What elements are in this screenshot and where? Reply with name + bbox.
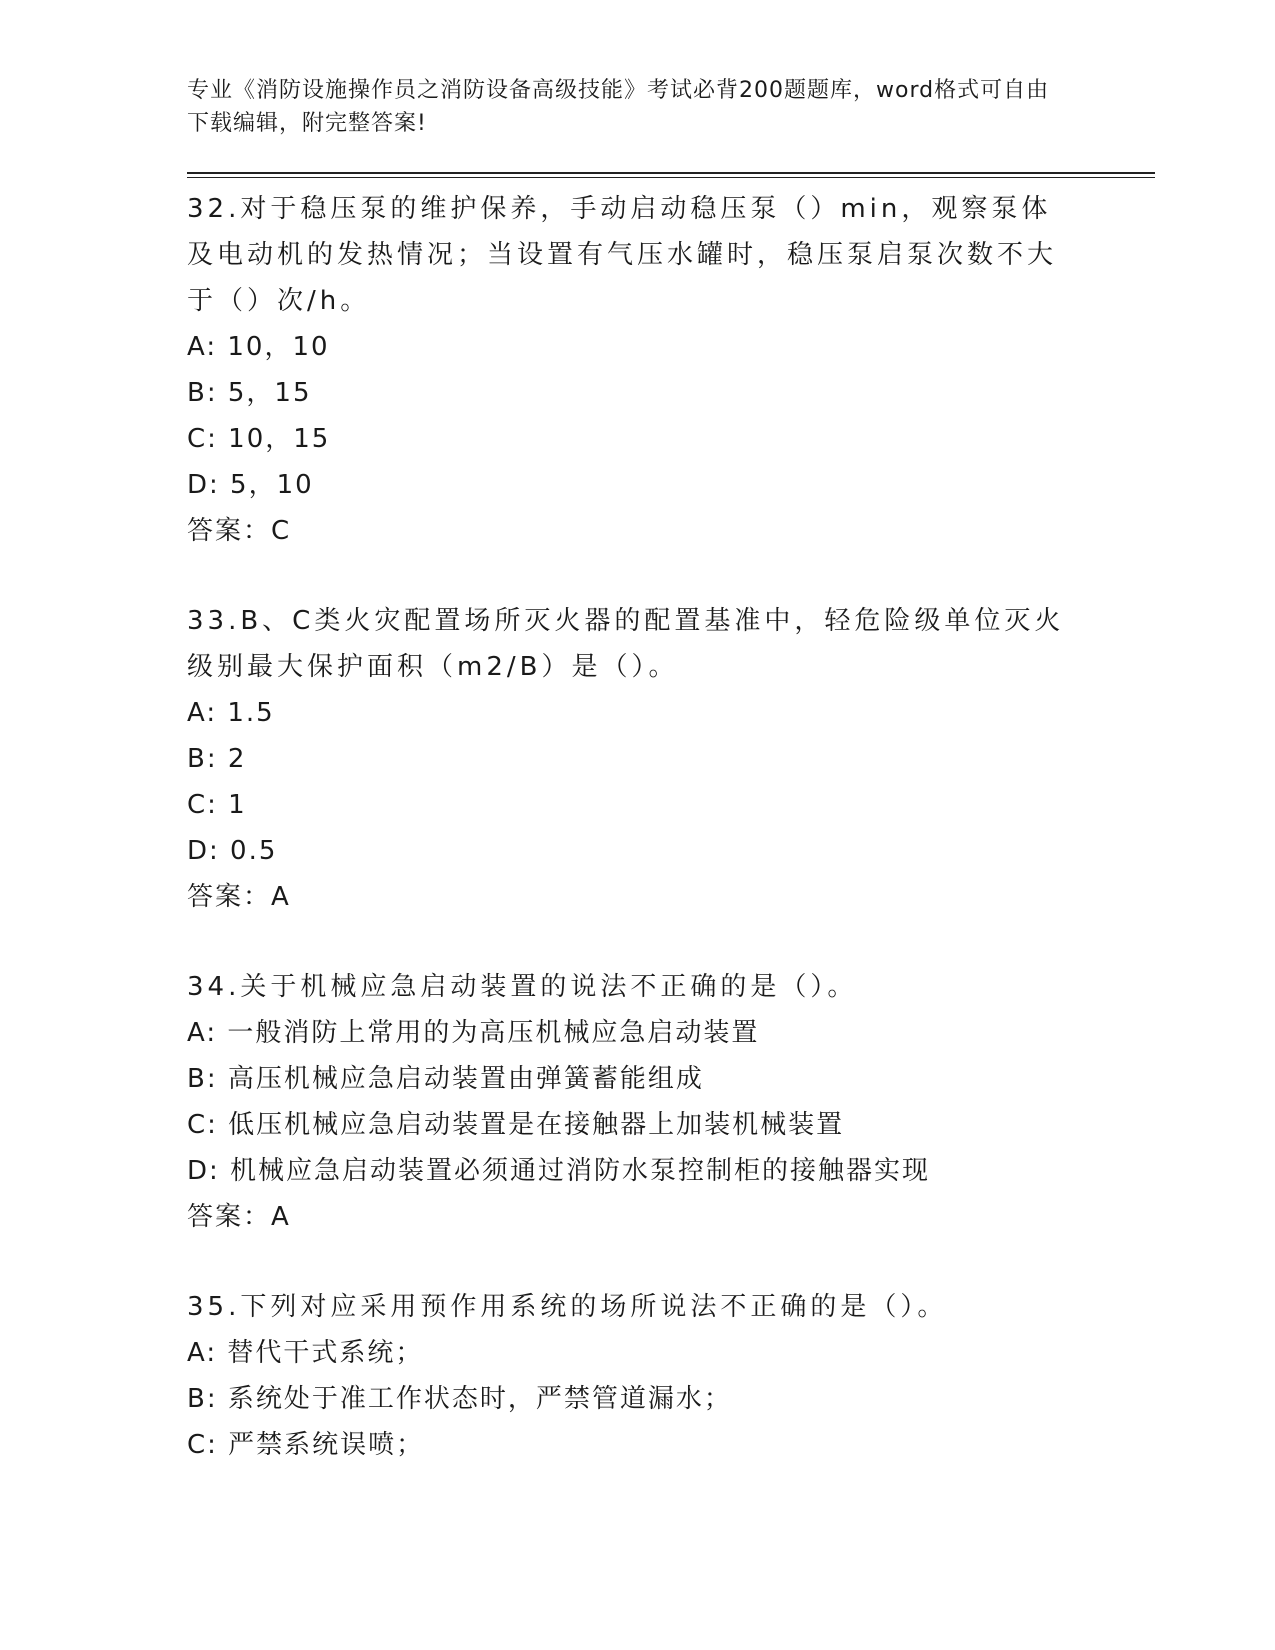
answer: 答案：A	[187, 882, 291, 912]
question-stem: 35.下列对应采用预作用系统的场所说法不正确的是（）。	[187, 1292, 948, 1322]
option-d: D: 5，10	[187, 470, 314, 500]
option-b: B: 5，15	[187, 378, 312, 408]
question-stem: 32.对于稳压泵的维护保养，手动启动稳压泵（）min，观察泵体及电动机的发热情况；当设置有气压水罐时，稳压泵启泵次数不大于（）次/h。	[187, 194, 1058, 316]
option-a: A: 1.5	[187, 698, 275, 728]
option-c: C: 10，15	[187, 424, 331, 454]
header-divider	[187, 172, 1155, 178]
option-b: B: 系统处于准工作状态时，严禁管道漏水；	[187, 1384, 732, 1414]
document-page	[187, 74, 1147, 1468]
document-header: 专业《消防设施操作员之消防设备高级技能》考试必背200题题库，word格式可自由下载编辑，附完整答案!	[187, 78, 1050, 136]
option-b: B: 2	[187, 744, 247, 774]
question-34	[187, 964, 1147, 1240]
option-d: D: 0.5	[187, 836, 278, 866]
answer: 答案：A	[187, 1202, 291, 1232]
answer: 答案：C	[187, 516, 292, 546]
option-b: B: 高压机械应急启动装置由弹簧蓄能组成	[187, 1064, 704, 1094]
option-c: C: 严禁系统误喷；	[187, 1430, 425, 1460]
option-d: D: 机械应急启动装置必须通过消防水泵控制柜的接触器实现	[187, 1156, 931, 1186]
question-stem: 34.关于机械应急启动装置的说法不正确的是（）。	[187, 972, 858, 1002]
option-a: A: 10，10	[187, 332, 330, 362]
option-a: A: 一般消防上常用的为高压机械应急启动装置	[187, 1018, 760, 1048]
option-a: A: 替代干式系统；	[187, 1338, 424, 1368]
question-35	[187, 1284, 1147, 1468]
option-c: C: 低压机械应急启动装置是在接触器上加装机械装置	[187, 1110, 845, 1140]
option-c: C: 1	[187, 790, 247, 820]
question-33	[187, 598, 1147, 920]
question-32	[187, 186, 1147, 554]
question-stem: 33.B、C类火灾配置场所灭火器的配置基准中，轻危险级单位灭火级别最大保护面积（m2/B）是（）。	[187, 606, 1065, 682]
